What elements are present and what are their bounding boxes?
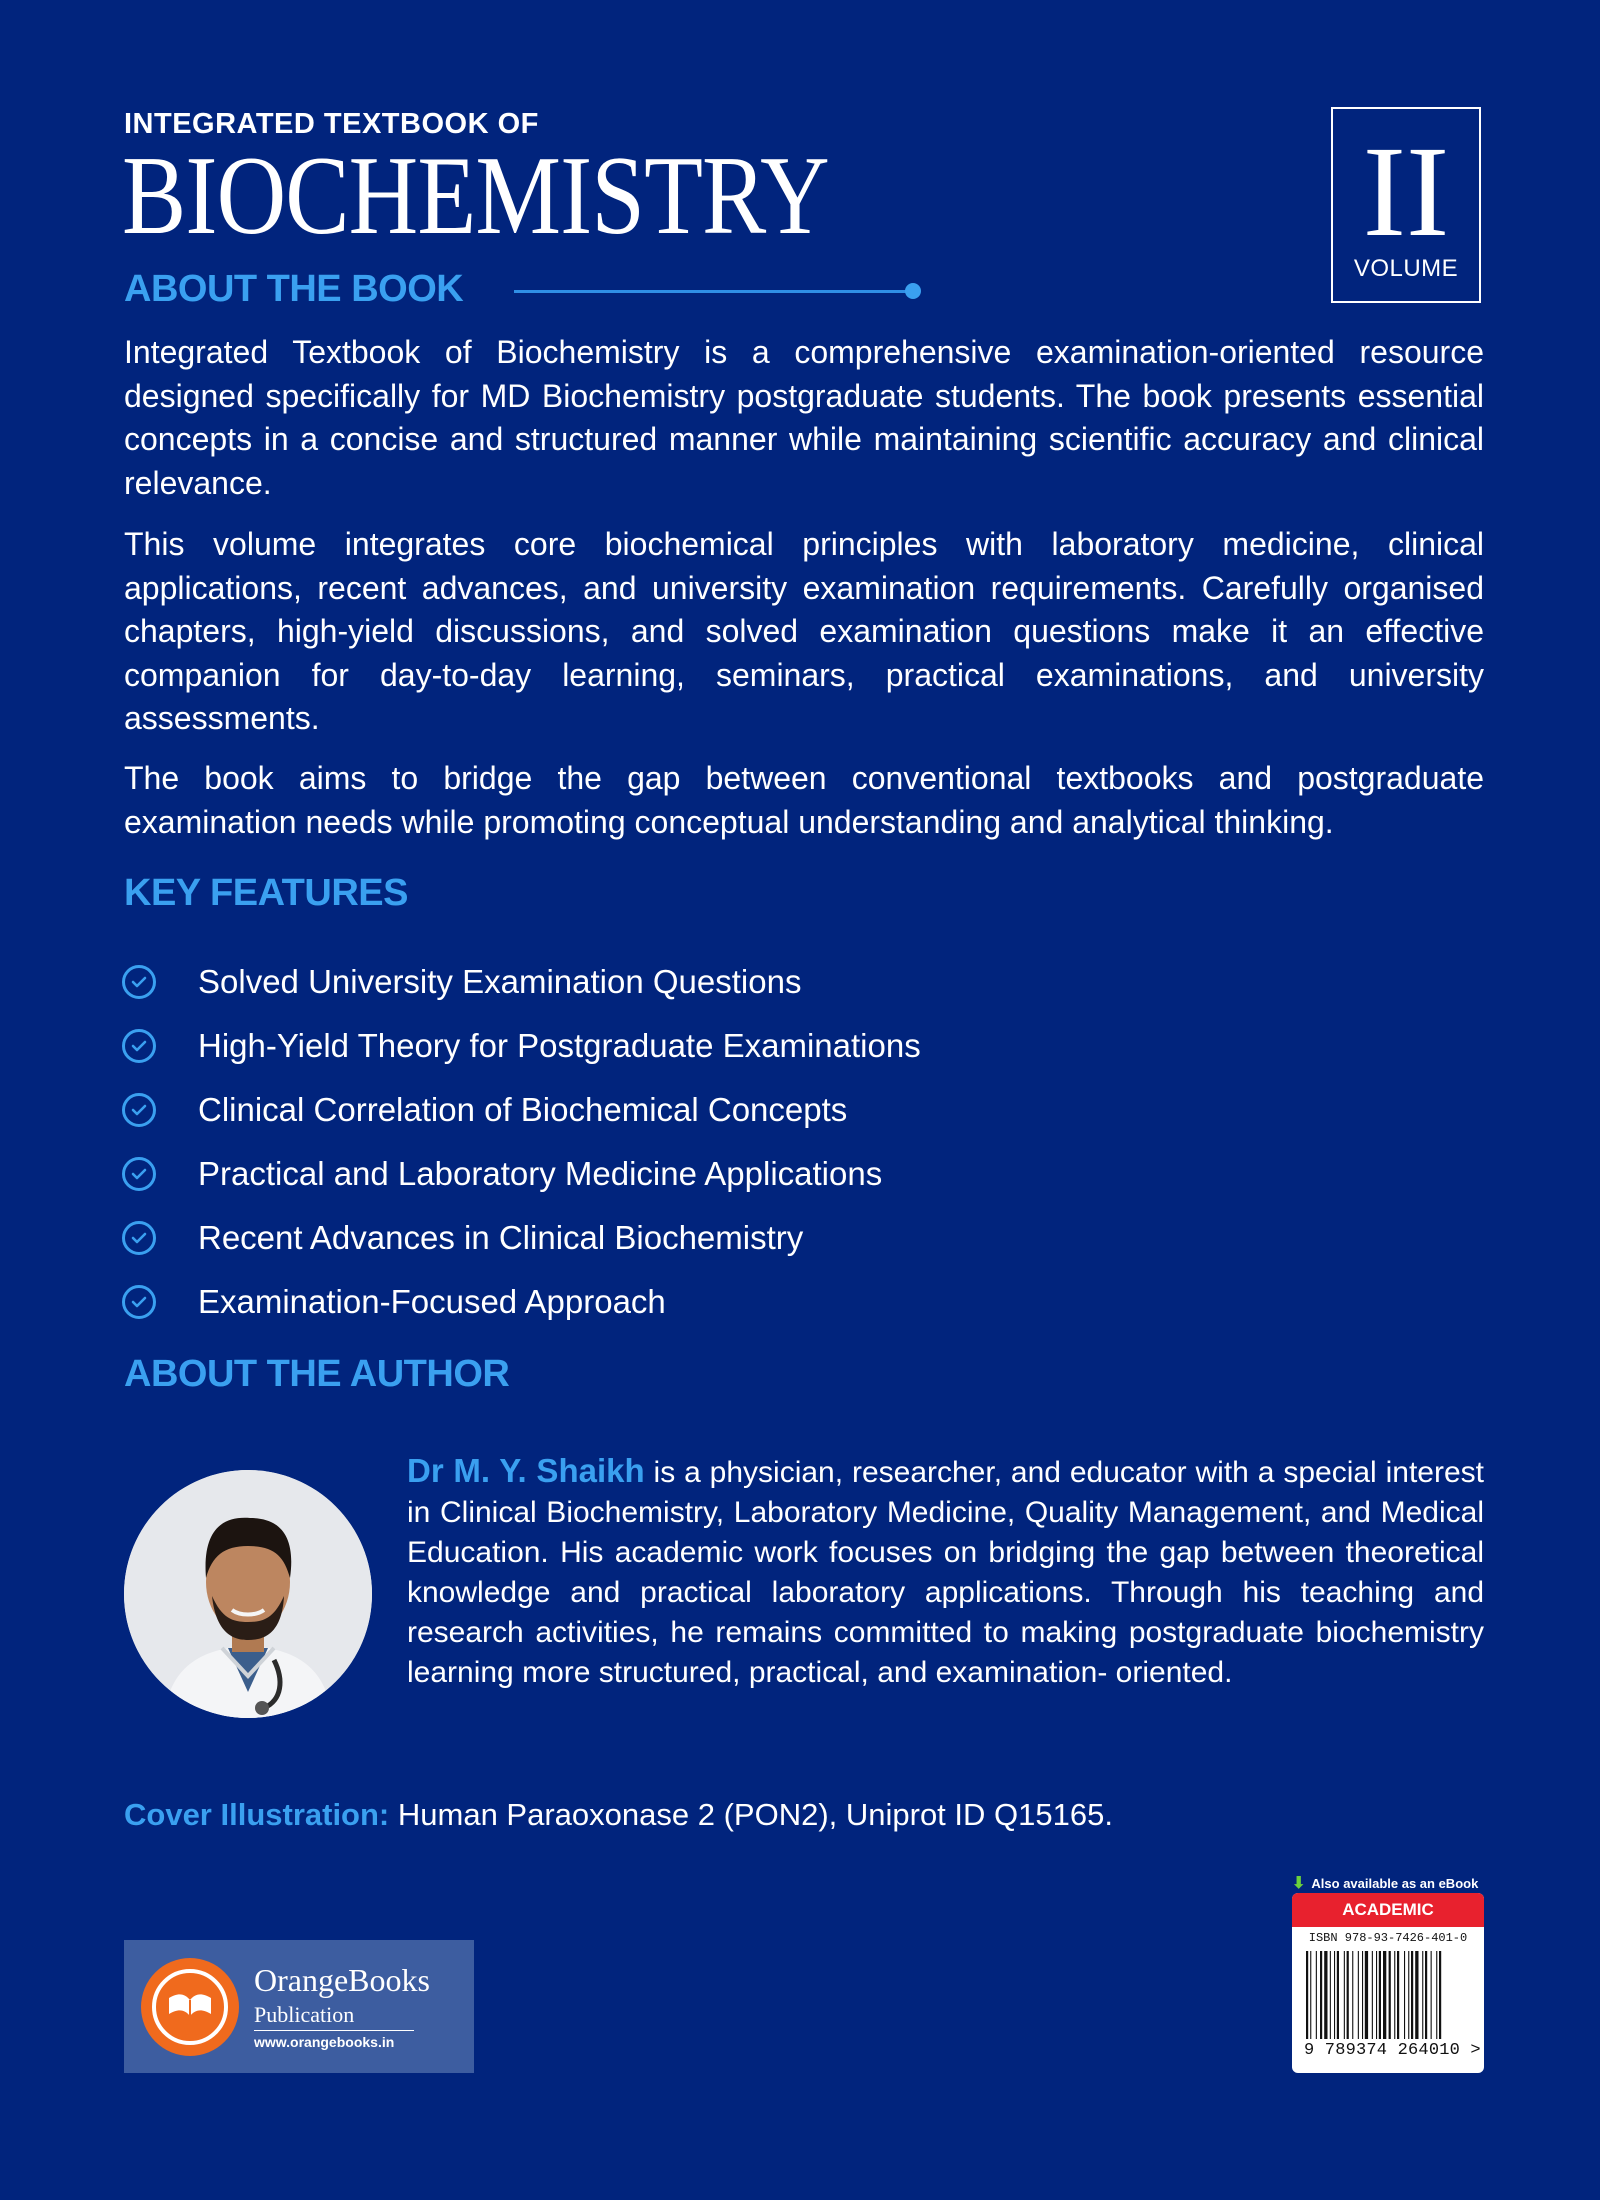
- check-circle-icon: [122, 1221, 156, 1255]
- list-item: [122, 1270, 921, 1334]
- feature-label: Recent Advances in Clinical Biochemistry: [198, 1219, 804, 1256]
- category-banner: ACADEMIC: [1292, 1893, 1484, 1927]
- ebook-note-text: Also available as an eBook: [1311, 1875, 1479, 1891]
- cover-illustration-credit: [124, 1797, 1113, 1833]
- barcode-number: 9 789374 264010 >: [1304, 2041, 1481, 2060]
- heading-divider: [514, 290, 910, 293]
- feature-label: Clinical Correlation of Biochemical Concepts: [198, 1091, 848, 1128]
- feature-label: Examination-Focused Approach: [198, 1283, 666, 1320]
- list-item: [122, 950, 921, 1014]
- author-bio-text: is a physician, researcher, and educator with a special interest in Clinical Biochemistry, Laboratory Medicine, Quality Management, and Medical Education. His academic work focuses on bridging the gap between theoretical knowledge and practical laboratory applications. Through his teaching and research activities, he remains committed to making postgraduate biochemistry learning more structured, practical, and examination- oriented.: [407, 1456, 1484, 1689]
- about-paragraph-1: Integrated Textbook of Biochemistry is a comprehensive examination-oriented resource designed specifically for MD Biochemistry postgraduate students. The book presents essential concepts in a concise and structured manner while maintaining scientific accuracy and clinical relevance.: [124, 334, 1484, 501]
- check-circle-icon: [122, 1157, 156, 1191]
- check-circle-icon: [122, 1029, 156, 1063]
- author-bio: [407, 1451, 1484, 1693]
- cover-illustration-text: Human Paraoxonase 2 (PON2), Uniprot ID Q15165.: [389, 1797, 1113, 1832]
- publisher-divider: [254, 2030, 414, 2031]
- feature-list: [122, 950, 921, 1334]
- ebook-availability-note: [1292, 1873, 1478, 1893]
- about-author-heading: ABOUT THE AUTHOR: [124, 1353, 510, 1395]
- feature-label: Solved University Examination Questions: [198, 963, 802, 1000]
- author-name: Dr M. Y. Shaikh: [407, 1452, 645, 1489]
- check-circle-icon: [122, 1285, 156, 1319]
- pre-title: INTEGRATED TEXTBOOK OF: [124, 108, 539, 140]
- feature-label: Practical and Laboratory Medicine Applications: [198, 1155, 883, 1192]
- open-book-icon: [141, 1958, 239, 2056]
- publisher-subtitle: Publication: [254, 2002, 355, 2027]
- isbn-text: ISBN 978-93-7426-401-0: [1308, 1931, 1468, 1945]
- list-item: [122, 1206, 921, 1270]
- publisher-url: www.orangebooks.in: [254, 2034, 395, 2050]
- download-arrow-icon: ⬇: [1292, 1875, 1306, 1892]
- about-paragraph-3: The book aims to bridge the gap between conventional textbooks and postgraduate examination needs while promoting conceptual understanding and analytical thinking.: [124, 760, 1484, 840]
- about-book-heading: ABOUT THE BOOK: [124, 268, 464, 310]
- publisher-name: OrangeBooks: [254, 1962, 430, 1998]
- barcode-bars: [1306, 1951, 1470, 2039]
- volume-badge: [1331, 107, 1481, 303]
- feature-label: High-Yield Theory for Postgraduate Examinations: [198, 1027, 921, 1064]
- isbn-barcode: [1292, 1893, 1484, 2073]
- list-item: [122, 1078, 921, 1142]
- check-circle-icon: [122, 1093, 156, 1127]
- key-features-heading: KEY FEATURES: [124, 872, 408, 914]
- cover-illustration-label: Cover Illustration:: [124, 1797, 390, 1832]
- check-circle-icon: [122, 965, 156, 999]
- author-photo: [124, 1470, 372, 1718]
- publisher-logo: [124, 1940, 474, 2073]
- book-title: BIOCHEMISTRY: [122, 134, 829, 258]
- list-item: [122, 1014, 921, 1078]
- volume-numeral: II: [1362, 120, 1450, 264]
- volume-label: VOLUME: [1353, 255, 1459, 282]
- heading-divider-dot: [905, 283, 921, 299]
- list-item: [122, 1142, 921, 1206]
- about-paragraph-2: This volume integrates core biochemical principles with laboratory medicine, clinical applications, recent advances, and university examination requirements. Carefully organised chapters, high-yield discussions, and solved examination questions make it an effective companion for day-to-day learning, seminars, practical examinations, and university assessments.: [124, 526, 1484, 736]
